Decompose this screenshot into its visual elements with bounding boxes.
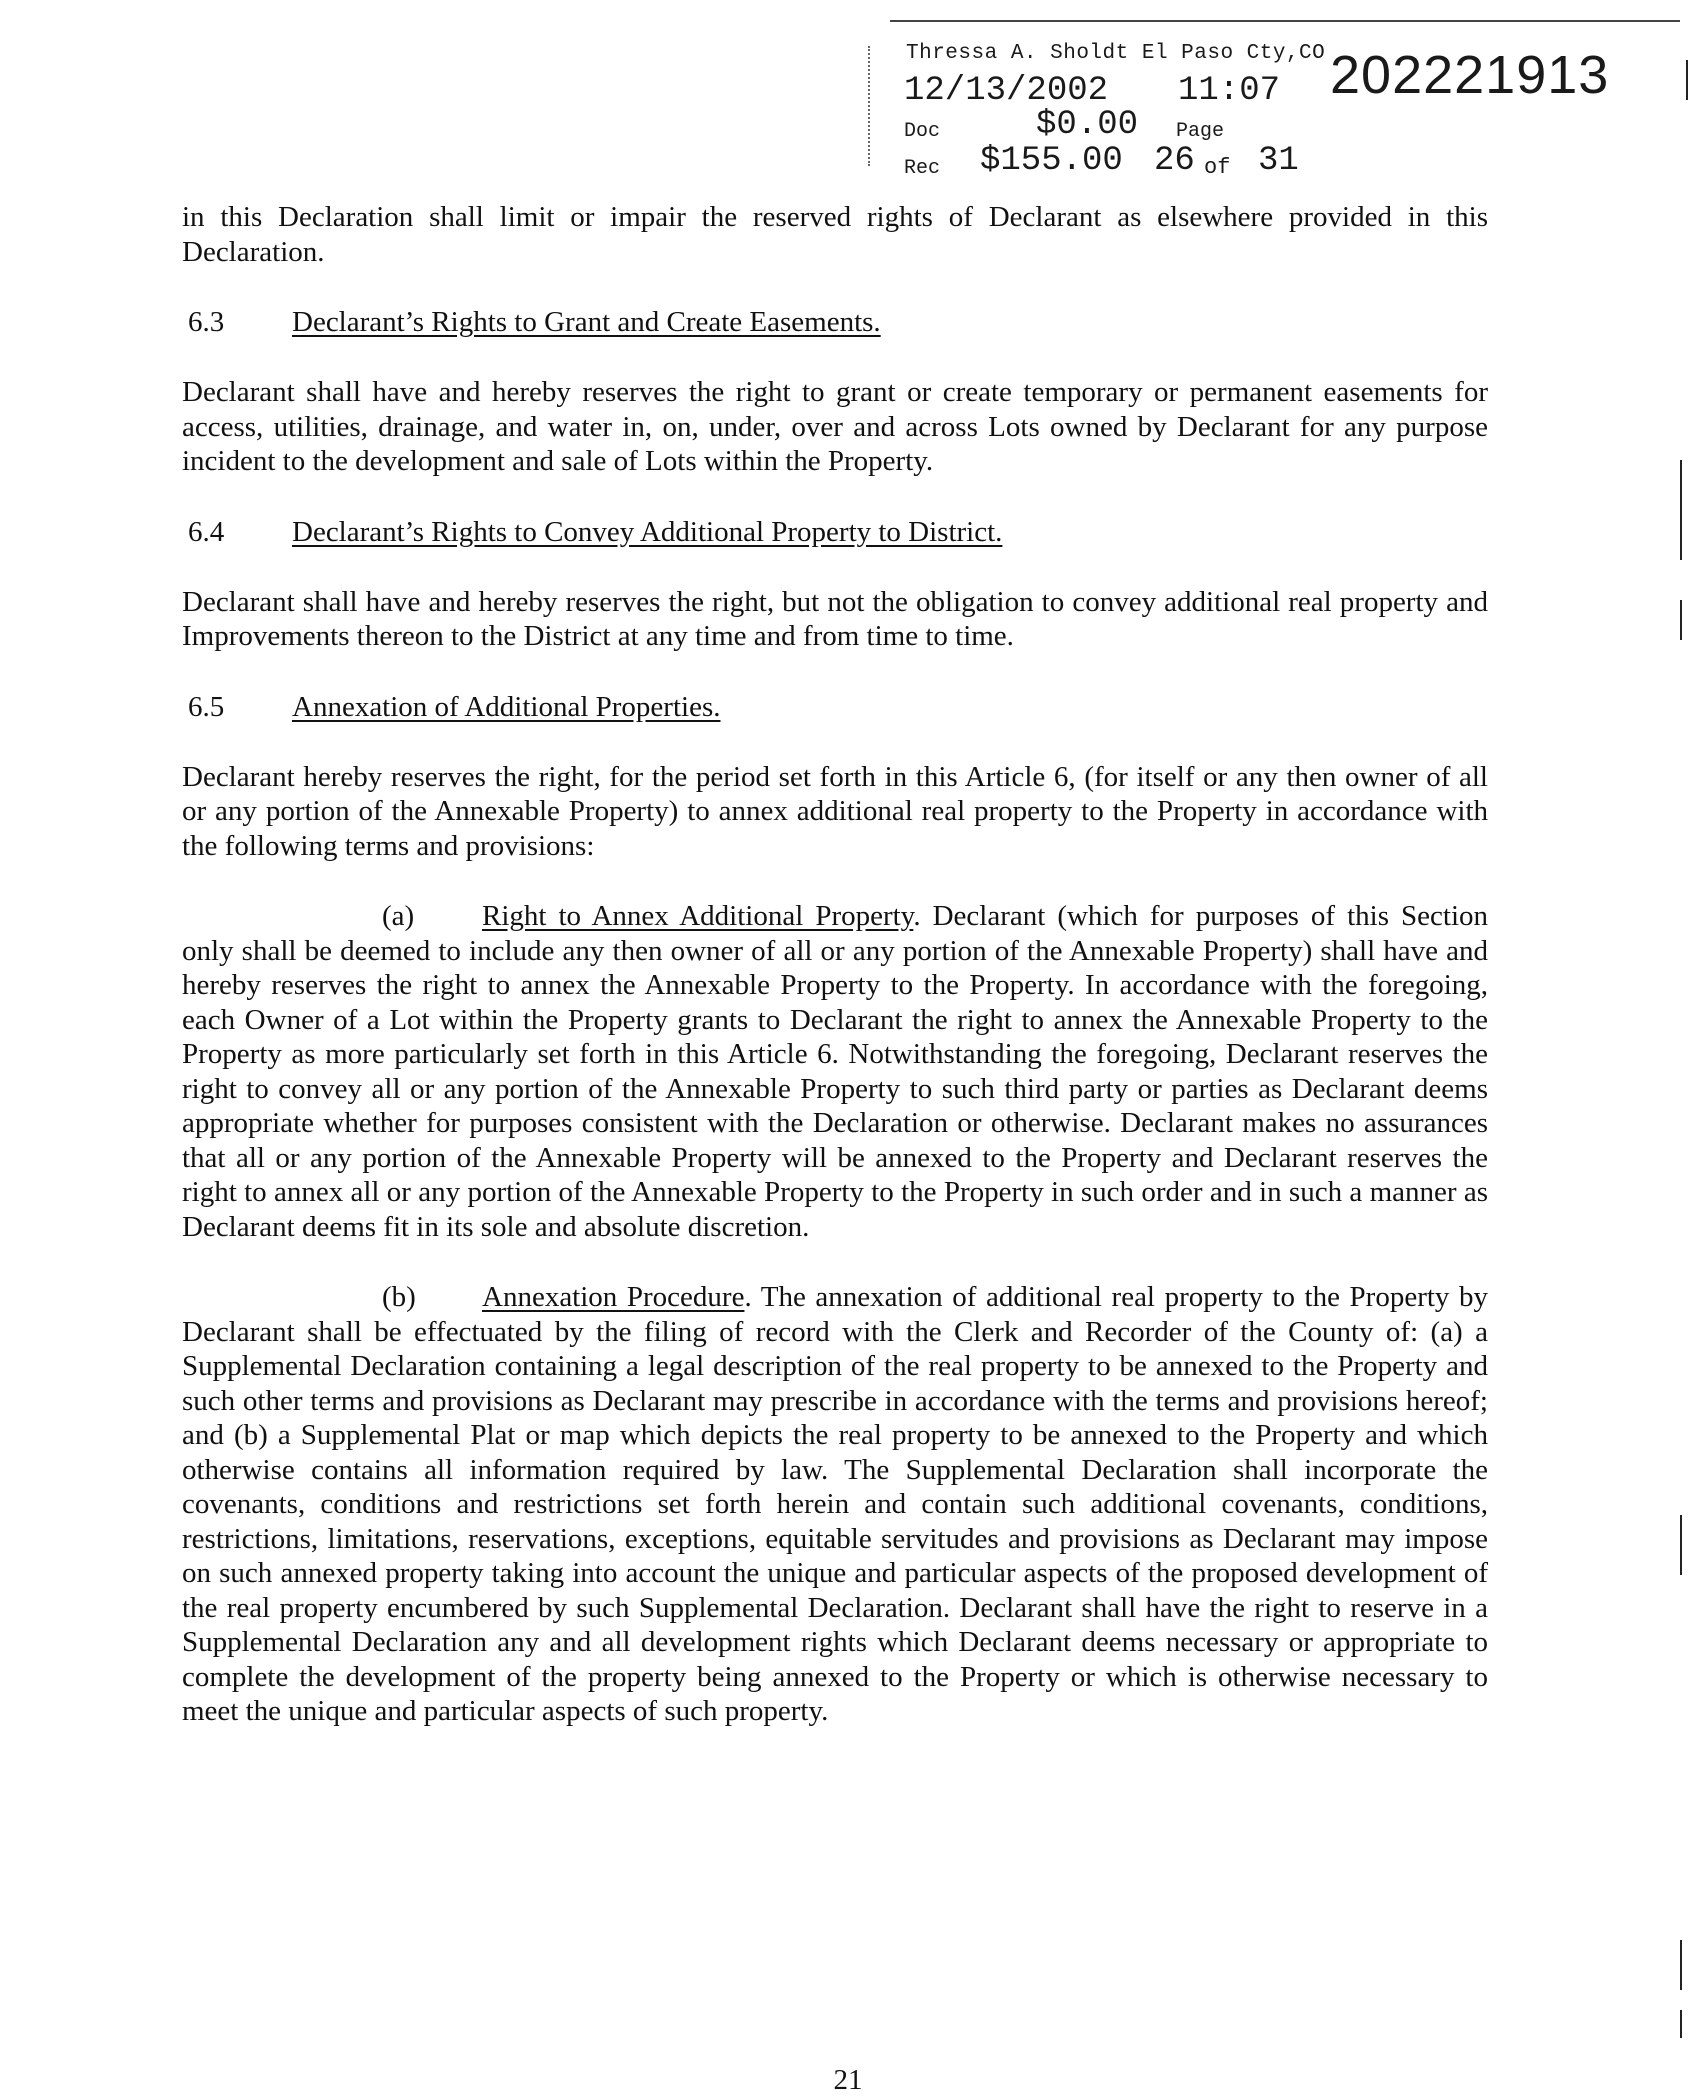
section-title: Declarant’s Rights to Convey Additional Property to District. — [292, 515, 1003, 548]
scan-margin-mark — [1680, 460, 1682, 560]
stamp-doc-label: Doc — [904, 120, 941, 143]
subsection-label: (a) — [382, 900, 415, 932]
stamp-page-number: 26 — [1154, 142, 1195, 180]
scan-margin-mark — [1686, 60, 1688, 100]
stamp-rec-label: Rec — [904, 157, 941, 180]
section-number: 6.4 — [188, 515, 225, 548]
stamp-page-label: Page — [1176, 120, 1225, 143]
section-title: Declarant’s Rights to Grant and Create Easements. — [292, 306, 881, 338]
stamp-record-number: 202221913 — [1330, 45, 1610, 105]
scan-margin-mark — [1680, 1515, 1682, 1575]
stamp-left-ticks — [868, 46, 874, 166]
section-title: Annexation of Additional Properties. — [292, 690, 721, 723]
page-number: 21 — [833, 2064, 863, 2096]
stamp-page-total: 31 — [1258, 142, 1299, 180]
section-6-5-heading — [182, 690, 1488, 726]
stamp-recorder: Thressa A. Sholdt El Paso Cty,CO — [906, 42, 1326, 65]
document-body — [182, 200, 1488, 1729]
subsection-title: Right to Annex Additional Property — [482, 900, 914, 932]
stamp-top-rule — [890, 20, 1680, 22]
intro-paragraph: in this Declaration shall limit or impair the reserved rights of Declarant as elsewhere provided in this Declaration. — [182, 201, 1488, 268]
section-6-4-heading — [182, 515, 1488, 551]
scan-margin-mark — [1680, 600, 1682, 640]
subsection-text: . The annexation of additional real property to the Property by Declarant shall be effectuated by the filing of record with the Clerk and Recorder of the County of: (a) a Supplemental Declaration containing a legal description of the real property to be annexed to the Property and such other terms and provisions as Declarant may prescribe in accordance with the terms and provisions hereof; and (b) a Supplemental Plat or map which depicts the real property to be annexed to the Property and which otherwise contains all information required by law. The Supplemental Declaration shall incorporate the covenants, conditions and restrictions set forth herein and contain such additional covenants, conditions, restrictions, limitations, reservations, exceptions, equitable servitudes and provisions as Declarant may impose on such annexed property taking into account the unique and particular aspects of the proposed development of the real property encumbered by such Supplemental Declaration. Declarant shall have the right to reserve in a Supplemental Declaration any and all development rights which Declarant deems necessary or appropriate to complete the development of the property being annexed to the Property or which is otherwise necessary to meet the unique and particular aspects of such property. — [182, 1281, 1489, 1727]
stamp-rec-fee: $155.00 — [980, 142, 1123, 180]
subsection-label: (b) — [382, 1281, 416, 1313]
stamp-doc-fee: $0.00 — [1036, 106, 1139, 144]
subsection-a — [182, 899, 1488, 1244]
section-number: 6.3 — [188, 306, 225, 338]
section-number: 6.5 — [188, 690, 225, 723]
section-6-5-text: Declarant hereby reserves the right, for the period set forth in this Article 6, (for itself or any then owner of all or any portion of the Annexable Property) to annex additional real property to the Property in accordance with the following terms and provisions: — [182, 760, 1488, 862]
scan-margin-mark — [1680, 1940, 1682, 1990]
recording-stamp — [868, 20, 1668, 185]
stamp-date: 12/13/2002 — [904, 72, 1109, 110]
section-6-3-text: Declarant shall have and hereby reserves the right to grant or create temporary or permanent easements for access, utilities, drainage, and water in, on, under, over and across Lots owned by Declarant for any purpose incident to the development and sale of Lots within the Property. — [182, 376, 1488, 477]
section-6-4-text: Declarant shall have and hereby reserves the right, but not the obligation to convey additional real property and Improvements thereon to the District at any time and from time to time. — [182, 585, 1488, 652]
section-6-3-heading — [182, 305, 1488, 341]
stamp-page-of: of — [1204, 155, 1231, 180]
subsection-title: Annexation Procedure — [482, 1281, 745, 1313]
subsection-text: . Declarant (which for purposes of this Section only shall be deemed to include any then owner of all or any portion of the Annexable Property) shall have and hereby reserves the right to annex the Annexable Property to the Property. In accordance with the foregoing, each Owner of a Lot within the Property grants to Declarant the right to annex the Annexable Property to the Property as more particularly set forth in this Article 6. Notwithstanding the foregoing, Declarant reserves the right to convey all or any portion of the Annexable Property to such third party or parties as Declarant deems appropriate whether for purposes consistent with the Declaration or otherwise. Declarant makes no assurances that all or any portion of the Annexable Property will be annexed to the Property and Declarant reserves the right to annex all or any portion of the Annexable Property to the Property in such order and in such a manner as Declarant deems fit in its sole and absolute discretion. — [182, 900, 1488, 1243]
subsection-b — [182, 1280, 1488, 1729]
stamp-time: 11:07 — [1178, 72, 1281, 110]
scan-margin-mark — [1680, 2010, 1682, 2038]
